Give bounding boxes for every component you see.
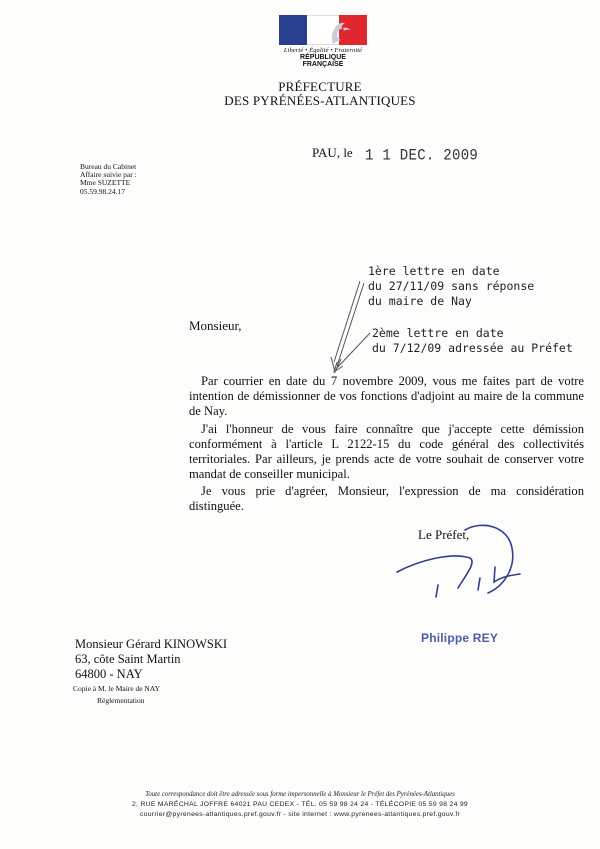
paragraph-2-text: J'ai l'honneur de vous faire connaître que j'accepte cette démission conformément à l'article L 2122-15 du code général des collectivités territoriales. Par ailleurs, je prends acte de votre souhait de conserver votre mandat de conseiller municipal. (189, 422, 584, 481)
handwritten-signature (397, 525, 520, 597)
followed-by-label: Affaire suivie par : (80, 170, 137, 180)
motto: Liberté • Égalité • Fraternité (283, 47, 363, 54)
signature-name: Philippe REY (421, 631, 499, 645)
footer-line3: courrier@pyrenees-atlantiques.pref.gouv.fr - site internet : www.pyrenees-atlantiques.pref.gouv.fr (139, 811, 461, 818)
date-stamp: 1 1 DEC. 2009 (365, 147, 479, 166)
signature-title: Le Préfet, (418, 527, 470, 542)
copy-line2: Réglementation (97, 696, 145, 705)
date-place: PAU, le (312, 145, 353, 160)
note1-line2: du 27/11/09 sans réponse (368, 279, 535, 293)
note2-line1: 2ème lettre en date (372, 326, 504, 340)
paragraph-3-text: Je vous prie d'agréer, Monsieur, l'expression de ma considération distinguée. (189, 484, 584, 513)
prefecture-line1: PRÉFECTURE (278, 79, 362, 94)
note2-line2: du 7/12/09 adressée au Préfet (372, 341, 573, 355)
footer-line2: 2, RUE MARÉCHAL JOFFRE 64021 PAU CEDEX - TÉL. 05 59 98 24 24 - TÉLÉCOPIE 05 59 98 24 99 (131, 801, 468, 808)
salutation: Monsieur, (189, 318, 242, 333)
copy-line1: Copie à M. le Maire de NAY (73, 684, 160, 693)
recipient-street: 63, côte Saint Martin (75, 652, 181, 666)
recipient-name: Monsieur Gérard KINOWSKI (75, 637, 228, 651)
contact-name: Mme SUZETTE (80, 178, 131, 188)
footer-line1: Toute correspondance doit être adressée sous forme impersonnelle à Monsieur le Préfet des Pyrénées-Atlantiques (145, 791, 455, 798)
note1-line3: du maire de Nay (368, 294, 472, 308)
recipient-city: 64800 - NAY (75, 667, 143, 681)
bureau-label: Bureau du Cabinet (80, 162, 137, 171)
prefecture-line2: DES PYRÉNÉES-ATLANTIQUES (224, 93, 416, 108)
note1-line1: 1ère lettre en date (368, 264, 500, 278)
annotation-arrows (331, 281, 370, 372)
republic-label: RÉPUBLIQUE FRANÇAISE (300, 54, 346, 68)
contact-phone: 05.59.98.24.17 (80, 186, 125, 196)
paragraph-1-text: Par courrier en date du 7 novembre 2009, vous me faites part de votre intention de démissionner de vos fonctions d'adjoint au maire de la commune de Nay. (189, 374, 584, 418)
arrow-line-1-mirror (334, 281, 360, 362)
